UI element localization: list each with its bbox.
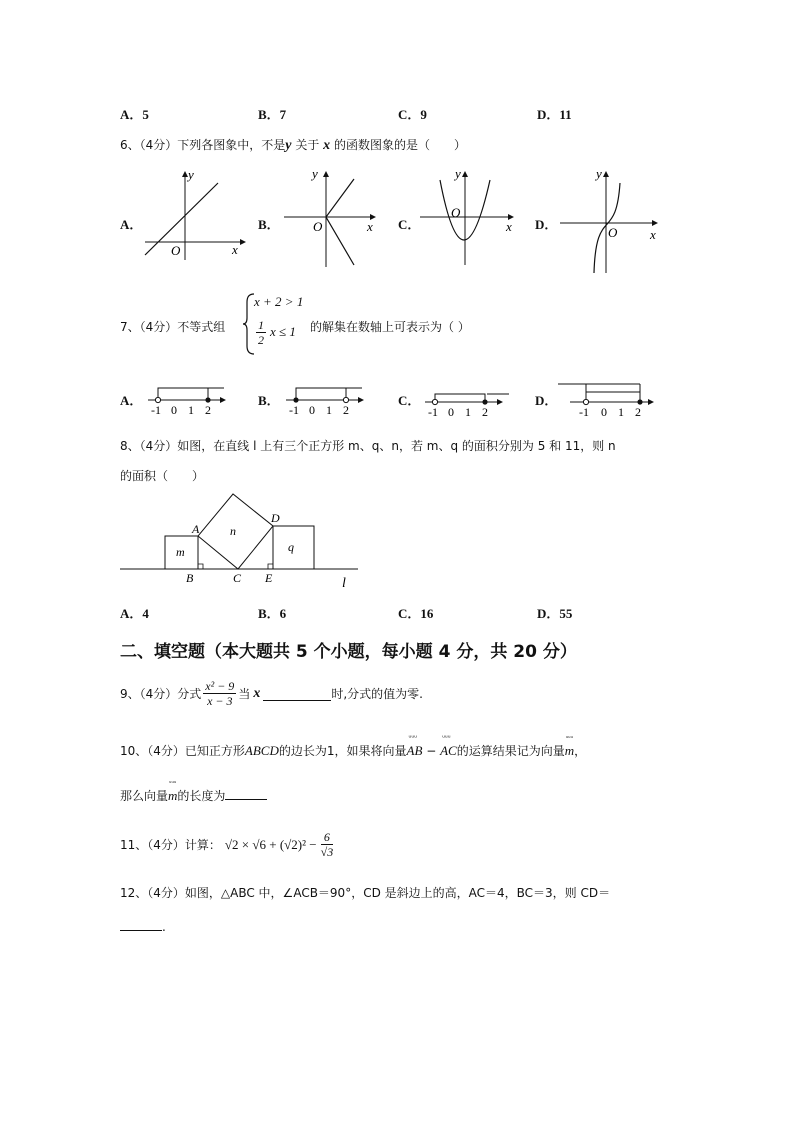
y-label: y <box>596 166 602 181</box>
y-label: y <box>455 166 461 181</box>
q6-graph-b <box>282 165 382 270</box>
origin-label: O <box>608 225 618 240</box>
q7-label-b: B． <box>258 393 280 408</box>
q7-label-d: D． <box>535 393 558 408</box>
q6-label-b: B． <box>258 217 280 232</box>
q12-line1: 12、（4分）如图，△ABC 中，∠ACB＝90°，CD 是斜边上的高，AC＝4，BC＝3，则 CD＝ <box>120 886 611 900</box>
q9-answer-blank[interactable] <box>263 686 331 701</box>
q9-fraction: $\frac{\text{x² − 9}}{x - 3}$ <box>205 679 235 708</box>
q6-label-a: A． <box>120 217 143 232</box>
q11: 11、（4分）计算： √2 × √6 + (√2)² − $\frac{6}{√3}$ <box>120 830 334 859</box>
q7-inequality-2: $\frac{1}{2}$ x ≤ 1 <box>258 318 296 347</box>
q8-option-a: A．4 <box>120 606 149 621</box>
tick-label: 0 <box>309 403 315 417</box>
tick-label: -1 <box>428 405 438 419</box>
tick-label: 0 <box>601 405 607 419</box>
graph-a-line <box>145 183 218 255</box>
q7-numberline-c <box>425 382 515 418</box>
q5-option-a: A．5 <box>120 107 149 122</box>
q5-option-b: B．7 <box>258 107 287 122</box>
tick-label: 2 <box>343 403 349 417</box>
vector-m-2: ᵘᵘᵘ m <box>168 780 178 803</box>
q7-half-fraction: $\frac{1}{2}$ <box>258 318 264 347</box>
label-E: E <box>265 571 273 585</box>
label-n: n <box>230 524 236 538</box>
x-label: x <box>232 242 238 257</box>
x-axis-arrow <box>652 220 658 226</box>
label-l: l <box>342 576 346 591</box>
q7-numberline-b <box>286 382 366 418</box>
label-m: m <box>176 545 185 559</box>
q7-stem-post: 的解集在数轴上可表示为（ ） <box>310 320 470 334</box>
q9: 9、（4分）分式 $\frac{\text{x² − 9}}{x - 3}$ 当 x 时,分式的值为零. <box>120 679 423 708</box>
x-label: x <box>506 219 512 234</box>
x-label: x <box>650 227 656 242</box>
q5-option-d: D．11 <box>537 107 572 122</box>
tick-label: 1 <box>326 403 332 417</box>
tick-label: 1 <box>618 405 624 419</box>
q6-graph-a <box>140 165 250 265</box>
y-axis-arrow <box>323 171 329 177</box>
q8-stem-line2: 的面积（ ） <box>120 469 205 483</box>
y-label: y <box>312 166 318 181</box>
x-label: x <box>367 219 373 234</box>
q5-option-c: C．9 <box>398 107 427 122</box>
q12-line2: . <box>120 918 166 934</box>
tick-label: -1 <box>579 405 589 419</box>
tick-label: 0 <box>448 405 454 419</box>
q7-inequality-1: x + 2 > 1 <box>254 294 304 309</box>
tick-label: 2 <box>482 405 488 419</box>
q10-answer-blank[interactable] <box>225 787 267 800</box>
tick-label: 2 <box>635 405 641 419</box>
x-axis-arrow <box>240 239 246 245</box>
tick-label: 2 <box>205 403 211 417</box>
section-2-title: 二、填空题（本大题共 5 个小题，每小题 4 分，共 20 分） <box>120 642 577 662</box>
q8-stem-line1: 8、（4分）如图，在直线 l 上有三个正方形 m、q、n，若 m、q 的面积分别为 5 和 11，则 n <box>120 439 616 453</box>
q7-label-c: C． <box>398 393 421 408</box>
q11-fraction: $\frac{6}{√3}$ <box>320 830 334 859</box>
tick-label: 1 <box>465 405 471 419</box>
right-angle-b <box>198 564 203 569</box>
q8-option-c: C．16 <box>398 606 434 621</box>
q12-answer-blank[interactable] <box>120 918 162 931</box>
q6-graph-c <box>420 165 520 270</box>
label-D: D <box>271 511 280 525</box>
y-axis-arrow <box>603 171 609 177</box>
label-C: C <box>233 571 242 585</box>
y-label: y <box>188 167 194 182</box>
origin-label: O <box>313 219 323 234</box>
y-axis-arrow <box>462 171 468 177</box>
graph-b-rays <box>326 179 354 265</box>
q6-label-c: C． <box>398 217 421 232</box>
q6-label-d: D． <box>535 217 558 232</box>
q10-line2: 那么向量 ᵘᵘᵘ m的长度为 <box>120 787 267 804</box>
q7-numberline-a <box>148 382 228 418</box>
origin-label: O <box>451 205 461 220</box>
label-q: q <box>288 540 294 554</box>
label-B: B <box>186 571 194 585</box>
tick-label: -1 <box>151 403 161 417</box>
label-A: A <box>192 522 200 536</box>
q7-numberline-d <box>556 378 656 418</box>
origin-label: O <box>171 243 181 258</box>
q6-graph-d <box>558 165 668 277</box>
q6-stem: 6、（4分）下列各图象中，不是y 关于 x 的函数图象的是（ ） <box>120 138 466 153</box>
q11-expression: √2 × √6 + (√2)² − <box>224 836 317 852</box>
vector-ac: ᵘᵘᵘ AC <box>440 734 457 758</box>
q10-line1: 10、（4分）已知正方形ABCD的边长为1，如果将向量 ᵘᵘᵘ AB − ᵘᵘᵘ AC的运算结果记为向量 ᵘᵘᵘ m， <box>120 734 587 758</box>
tick-label: 1 <box>188 403 194 417</box>
q7-stem-pre: 7、（4分）不等式组 <box>120 320 226 334</box>
q7-label-a: A． <box>120 393 143 408</box>
vector-ab: ᵘᵘᵘ AB <box>406 734 423 758</box>
right-angle-e <box>268 564 273 569</box>
q8-figure <box>118 490 368 590</box>
q8-option-d: D．55 <box>537 606 573 621</box>
tick-label: 0 <box>171 403 177 417</box>
q8-option-b: B．6 <box>258 606 287 621</box>
vector-m: ᵘᵘᵘ m <box>564 735 575 758</box>
tick-label: -1 <box>289 403 299 417</box>
